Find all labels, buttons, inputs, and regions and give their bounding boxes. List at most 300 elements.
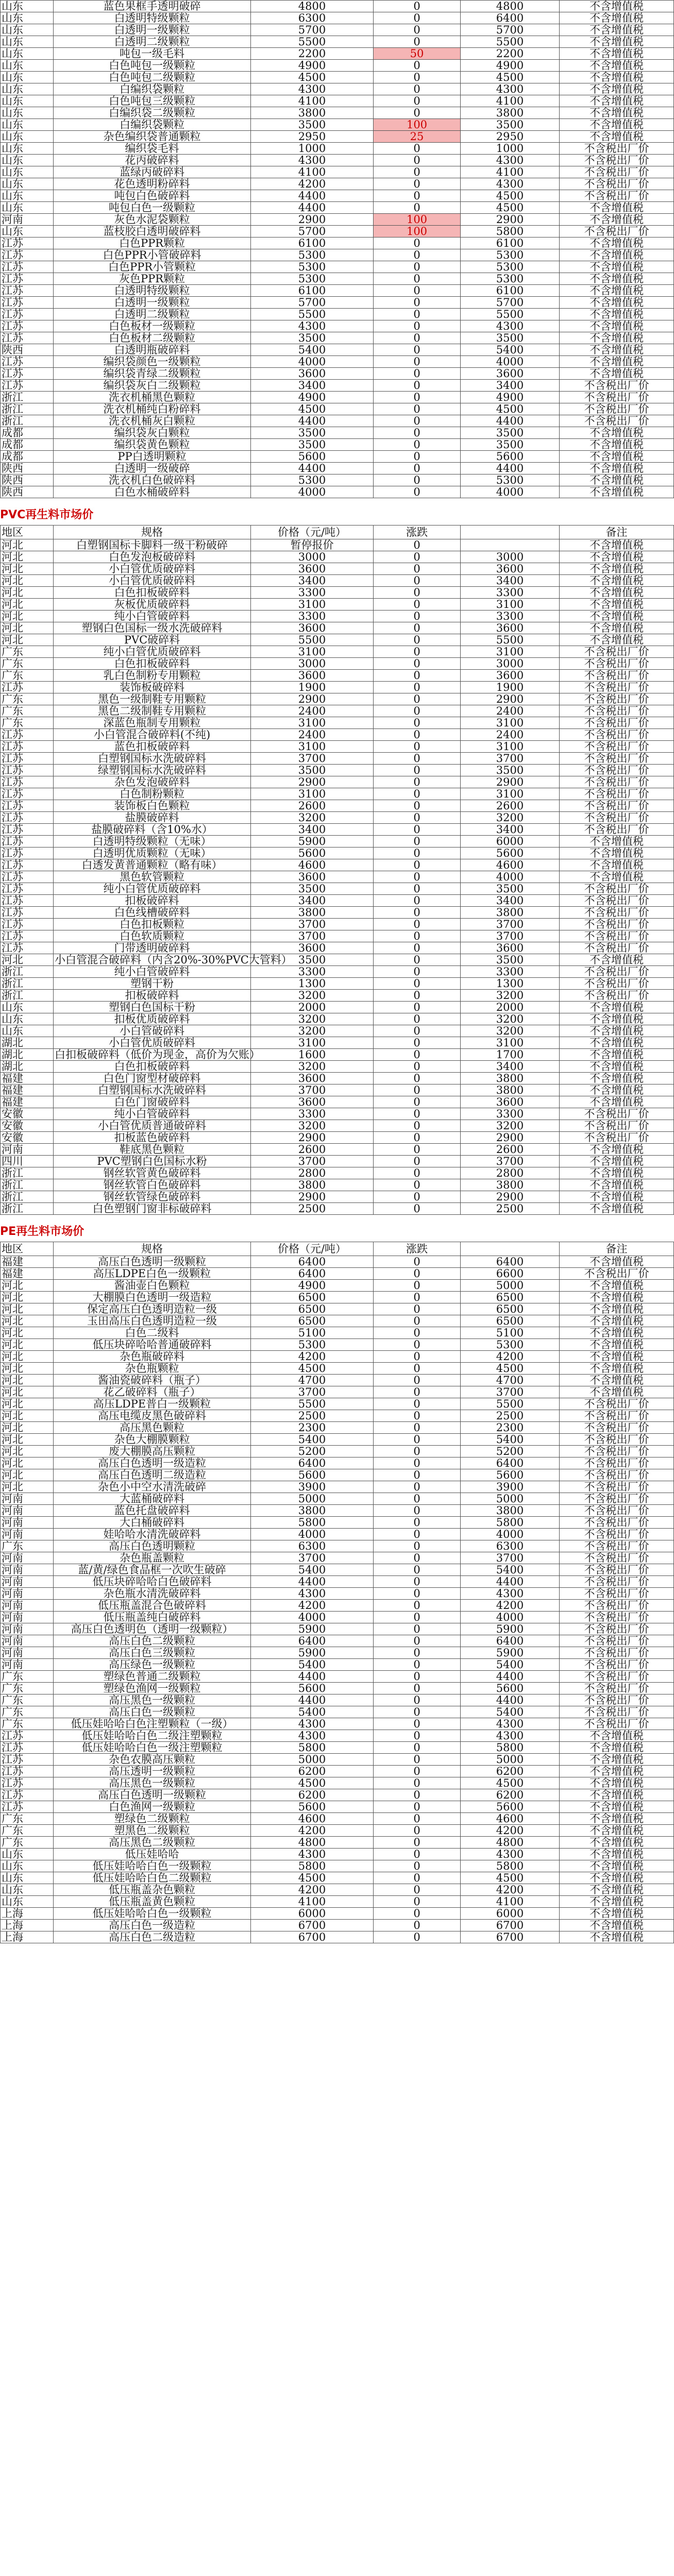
low-price-cell: 5400 [461,1659,560,1671]
spec-cell: 塑钢干粉 [54,978,251,990]
change-cell: 0 [374,824,461,836]
price-cell: 5800 [251,1860,374,1872]
spec-cell: 高压白色二级颗粒 [54,1635,251,1647]
low-price-cell: 4200 [461,1884,560,1896]
low-price-cell: 5500 [461,36,560,48]
table-row [1,919,674,930]
region-cell: 河北 [1,1458,54,1469]
spec-cell: 白色吨包一级颗粒 [54,60,251,72]
change-cell: 0 [374,1706,461,1718]
spec-cell: 白透明瓶破碎料 [54,344,251,356]
low-price-cell: 4500 [461,190,560,202]
low-price-cell: 4100 [461,1896,560,1908]
price-cell: 4300 [251,155,374,166]
change-cell: 0 [374,1410,461,1422]
change-cell: 0 [374,1789,461,1801]
spec-cell: 编织袋灰白二级颗粒 [54,380,251,392]
low-price-cell: 3400 [461,1061,560,1073]
region-cell: 广东 [1,705,54,717]
region-cell: 福建 [1,1096,54,1108]
table-row [1,415,674,427]
low-price-cell: 3200 [461,1120,560,1132]
spec-cell: 白透明二级颗粒 [54,309,251,320]
table-row [1,871,674,883]
change-cell: 0 [374,1872,461,1884]
table-row [1,765,674,776]
change-cell: 0 [374,765,461,776]
region-cell: 江苏 [1,238,54,249]
change-cell: 0 [374,1529,461,1540]
table-row [1,1540,674,1552]
low-price-cell: 4400 [461,1694,560,1706]
table-row [1,658,674,670]
region-cell: 江苏 [1,249,54,261]
table-row [1,930,674,942]
note-cell: 不含税出厂价 [560,705,674,717]
region-cell: 广东 [1,693,54,705]
region-cell: 河北 [1,1339,54,1351]
region-cell: 河北 [1,1386,54,1398]
header-low-price-cell [461,1242,560,1256]
change-cell: 0 [374,309,461,320]
table-row [1,907,674,919]
table-row [1,1612,674,1623]
region-cell: 陕西 [1,474,54,486]
note-cell: 不含税出厂价 [560,942,674,954]
change-cell: 0 [374,1517,461,1529]
low-price-cell: 5500 [461,1398,560,1410]
change-cell: 0 [374,178,461,190]
change-cell: 0 [374,1351,461,1363]
note-cell: 不含增值税 [560,1375,674,1386]
note-cell: 不含税出厂价 [560,190,674,202]
note-cell: 不含增值税 [560,1849,674,1860]
table-row [1,848,674,859]
region-cell: 江苏 [1,930,54,942]
table-row [1,1398,674,1410]
table-row [1,1623,674,1635]
low-price-cell: 5300 [461,1339,560,1351]
price-cell: 4200 [251,1351,374,1363]
change-cell: 0 [374,1061,461,1073]
region-cell: 河北 [1,1303,54,1315]
spec-cell: 白编织袋二级颗粒 [54,107,251,119]
change-cell: 0 [374,332,461,344]
change-cell: 0 [374,1446,461,1458]
table-row [1,1363,674,1375]
note-cell: 不含增值税 [560,261,674,273]
change-cell: 0 [374,954,461,966]
note-cell: 不含税出厂价 [560,930,674,942]
note-cell: 不含增值税 [560,95,674,107]
price-cell: 3700 [251,1156,374,1167]
price-cell: 2200 [251,48,374,60]
region-cell: 江苏 [1,332,54,344]
price-cell: 6400 [251,1268,374,1280]
change-cell: 0 [374,36,461,48]
change-cell: 0 [374,622,461,634]
note-cell: 不含税出厂价 [560,1481,674,1493]
note-cell: 不含税出厂价 [560,155,674,166]
table-row [1,1754,674,1766]
price-cell: 4400 [251,1671,374,1683]
region-cell: 河北 [1,1351,54,1363]
low-price-cell: 5600 [461,1683,560,1694]
price-cell: 3400 [251,380,374,392]
low-price-cell: 3500 [461,332,560,344]
region-cell: 江苏 [1,309,54,320]
note-cell: 不含增值税 [560,83,674,95]
note-cell: 不含税出厂价 [560,143,674,155]
table-row [1,978,674,990]
price-cell: 4800 [251,1,374,12]
spec-cell: 高压白色透明色（透明一级颗粒） [54,1623,251,1635]
note-cell: 不含增值税 [560,36,674,48]
table-row [1,36,674,48]
table-row [1,1002,674,1013]
spec-cell: 白色PPR小管颗粒 [54,261,251,273]
note-cell: 不含税出厂价 [560,1493,674,1505]
table-row [1,451,674,463]
price-cell: 5400 [251,1564,374,1576]
change-cell: 0 [374,1659,461,1671]
spec-cell: 保定高压白色透明造粒一级 [54,1303,251,1315]
spec-cell: 白色制粉颗粒 [54,788,251,800]
region-cell: 浙江 [1,978,54,990]
low-price-cell: 5000 [461,1280,560,1292]
change-cell: 0 [374,1718,461,1730]
price-cell: 5700 [251,297,374,309]
price-cell: 2600 [251,1144,374,1156]
spec-cell: 大白桶破碎料 [54,1517,251,1529]
low-price-cell: 5800 [461,1517,560,1529]
note-cell: 不含增值税 [560,202,674,214]
note-cell: 不含税出厂价 [560,919,674,930]
change-cell: 0 [374,836,461,848]
change-cell: 0 [374,1,461,12]
region-cell: 江苏 [1,1777,54,1789]
price-cell: 4900 [251,392,374,403]
pe-price-table [0,1242,674,1943]
price-cell: 6700 [251,1931,374,1943]
region-cell: 河北 [1,622,54,634]
spec-cell: 杂色瓶破碎料 [54,1351,251,1363]
spec-cell: 深蓝色瓶制专用颗粒 [54,717,251,729]
low-price-cell: 2300 [461,1422,560,1434]
low-price-cell: 5700 [461,24,560,36]
spec-cell: 灰色水泥袋颗粒 [54,214,251,226]
price-cell: 3200 [251,990,374,1002]
table-row [1,48,674,60]
table-row [1,836,674,848]
change-cell: 0 [374,380,461,392]
table-row [1,753,674,765]
change-cell: 0 [374,344,461,356]
spec-cell: 白色扣板破碎料 [54,587,251,599]
low-price-cell: 4300 [461,320,560,332]
change-cell: 0 [374,539,461,551]
table-row [1,1564,674,1576]
region-cell: 上海 [1,1908,54,1920]
low-price-cell: 3300 [461,1108,560,1120]
spec-cell: 低压瓶盖混合色破碎料 [54,1600,251,1612]
region-cell: 河南 [1,1647,54,1659]
table-row [1,1108,674,1120]
spec-cell: 扣板蓝色破碎料 [54,1132,251,1144]
spec-cell: 纯小白管优质破碎料 [54,883,251,895]
note-cell: 不含增值税 [560,1084,674,1096]
low-price-cell: 3500 [461,427,560,439]
change-cell: 0 [374,1073,461,1084]
change-cell: 0 [374,1144,461,1156]
low-price-cell: 6500 [461,1292,560,1303]
note-cell: 不含增值税 [560,1,674,12]
change-cell: 0 [374,563,461,575]
change-cell: 0 [374,1167,461,1179]
spec-cell: 花丙破碎料 [54,155,251,166]
region-cell: 山东 [1,178,54,190]
note-cell: 不含增值税 [560,72,674,83]
price-cell: 5400 [251,344,374,356]
spec-cell: 高压黑色颗粒 [54,1422,251,1434]
change-cell: 0 [374,1754,461,1766]
spec-cell: 玉田高压白色透明造粒一级 [54,1315,251,1327]
price-cell: 3000 [251,551,374,563]
region-cell: 福建 [1,1073,54,1084]
price-cell: 2950 [251,131,374,143]
change-cell: 0 [374,1292,461,1303]
note-cell: 不含增值税 [560,1167,674,1179]
table-row [1,356,674,368]
region-cell: 江苏 [1,682,54,693]
price-cell: 3600 [251,670,374,682]
price-cell: 3600 [251,871,374,883]
table-row [1,190,674,202]
region-cell: 山东 [1,1896,54,1908]
spec-cell: 高压白色一级颗粒 [54,1706,251,1718]
price-cell: 4100 [251,95,374,107]
region-cell: 山东 [1,1860,54,1872]
price-cell: 4100 [251,166,374,178]
low-price-cell: 5800 [461,1742,560,1754]
table-row [1,1766,674,1777]
table-row [1,622,674,634]
price-cell: 6300 [251,12,374,24]
low-price-cell: 4300 [461,1730,560,1742]
change-cell: 0 [374,871,461,883]
change-cell: 0 [374,403,461,415]
table-row [1,1469,674,1481]
note-cell: 不含增值税 [560,107,674,119]
spec-cell: 高压电缆皮黑色破碎料 [54,1410,251,1422]
region-cell: 江苏 [1,776,54,788]
spec-cell: 编织袋颜色一级颗粒 [54,356,251,368]
low-price-cell: 5400 [461,1564,560,1576]
low-price-cell: 5900 [461,1647,560,1659]
change-cell: 0 [374,1398,461,1410]
low-price-cell: 6400 [461,1635,560,1647]
note-cell: 不含税出厂价 [560,1694,674,1706]
region-cell: 河南 [1,1505,54,1517]
price-cell: 5400 [251,1659,374,1671]
region-cell: 安徽 [1,1120,54,1132]
region-cell: 河北 [1,599,54,611]
low-price-cell: 6500 [461,1315,560,1327]
spec-cell: 塑钢白色国标一级水洗破碎料 [54,622,251,634]
change-cell: 0 [374,1120,461,1132]
table-row [1,1,674,12]
region-cell: 浙江 [1,403,54,415]
table-row [1,1280,674,1292]
note-cell: 不含增值税 [560,474,674,486]
spec-cell: 小白管优质普通破碎料 [54,1120,251,1132]
note-cell: 不含增值税 [560,1884,674,1896]
table-row [1,1825,674,1837]
spec-cell: 塑黑色二级颗粒 [54,1825,251,1837]
table-row [1,1096,674,1108]
note-cell: 不含税出厂价 [560,907,674,919]
note-cell: 不含增值税 [560,1156,674,1167]
note-cell: 不含税出厂价 [560,1529,674,1540]
change-cell: 0 [374,368,461,380]
change-cell: 0 [374,1588,461,1600]
spec-cell: 盐膜破碎料 [54,812,251,824]
note-cell: 不含增值税 [560,1037,674,1049]
low-price-cell: 2900 [461,214,560,226]
change-cell: 0 [374,611,461,622]
change-cell: 0 [374,1931,461,1943]
price-cell: 5400 [251,1434,374,1446]
table-row [1,403,674,415]
table-row [1,166,674,178]
price-cell: 2400 [251,705,374,717]
region-cell: 江苏 [1,1766,54,1777]
change-cell: 0 [374,1386,461,1398]
region-cell: 河南 [1,1623,54,1635]
table-row [1,1351,674,1363]
low-price-cell: 3300 [461,966,560,978]
table-row [1,143,674,155]
low-price-cell: 2400 [461,729,560,741]
region-cell: 广东 [1,670,54,682]
table-row [1,611,674,622]
price-cell: 6500 [251,1292,374,1303]
low-price-cell: 3100 [461,646,560,658]
region-cell: 广东 [1,1706,54,1718]
region-cell: 上海 [1,1920,54,1931]
note-cell: 不含税出厂价 [560,990,674,1002]
low-price-cell: 3200 [461,1013,560,1025]
note-cell: 不含税出厂价 [560,1268,674,1280]
low-price-cell: 6700 [461,1931,560,1943]
low-price-cell: 2900 [461,693,560,705]
low-price-cell: 6400 [461,1458,560,1469]
change-cell: 0 [374,1084,461,1096]
note-cell: 不含税出厂价 [560,670,674,682]
price-cell: 5700 [251,226,374,238]
region-cell: 江苏 [1,273,54,285]
price-cell: 3700 [251,1084,374,1096]
low-price-cell: 4400 [461,1671,560,1683]
spec-cell: 高压绿色一级颗粒 [54,1659,251,1671]
change-cell: 0 [374,587,461,599]
table-row [1,380,674,392]
spec-cell: 低压娃哈哈白色注塑颗粒（一级） [54,1718,251,1730]
price-cell: 5600 [251,848,374,859]
change-cell: 0 [374,1849,461,1860]
note-cell: 不含增值税 [560,871,674,883]
note-cell: 不含税出厂价 [560,776,674,788]
region-cell: 江苏 [1,1754,54,1766]
price-cell: 2500 [251,1410,374,1422]
price-cell: 4300 [251,83,374,95]
region-cell: 河北 [1,1434,54,1446]
low-price-cell: 3200 [461,812,560,824]
table-row [1,1801,674,1813]
price-cell: 3400 [251,575,374,587]
table-row [1,729,674,741]
region-cell: 山东 [1,202,54,214]
region-cell: 江苏 [1,285,54,297]
change-cell: 0 [374,1339,461,1351]
spec-cell: 灰板优质破碎料 [54,599,251,611]
table-row [1,1315,674,1327]
spec-cell: 纯小白管破碎料 [54,1108,251,1120]
price-cell: 4400 [251,415,374,427]
price-cell: 4900 [251,1280,374,1292]
header-low-price-cell [461,526,560,539]
price-cell: 3200 [251,1120,374,1132]
table-header-row [1,526,674,539]
low-price-cell: 5600 [461,451,560,463]
note-cell: 不含税出厂价 [560,1706,674,1718]
note-cell: 不含增值税 [560,1073,674,1084]
low-price-cell: 3400 [461,380,560,392]
table-row [1,273,674,285]
region-cell: 山东 [1,190,54,202]
change-cell: 0 [374,859,461,871]
price-cell: 3100 [251,599,374,611]
note-cell: 不含增值税 [560,1363,674,1375]
note-cell: 不含增值税 [560,1860,674,1872]
low-price-cell: 4900 [461,60,560,72]
price-cell: 6400 [251,1256,374,1268]
low-price-cell: 5900 [461,1623,560,1635]
low-price-cell: 3600 [461,1096,560,1108]
spec-cell: 白塑钢国标卡脚料一级干粉破碎 [54,539,251,551]
low-price-cell: 3700 [461,1156,560,1167]
change-cell: 0 [374,800,461,812]
change-cell: 0 [374,729,461,741]
table-row [1,439,674,451]
change-cell: 0 [374,83,461,95]
spec-cell: 高压白色透明一级颗粒 [54,1256,251,1268]
change-cell: 0 [374,1458,461,1469]
low-price-cell: 4500 [461,403,560,415]
low-price-cell: 3500 [461,883,560,895]
table-row [1,1706,674,1718]
region-cell: 河南 [1,1564,54,1576]
table-row [1,214,674,226]
change-cell: 0 [374,930,461,942]
note-cell: 不含增值税 [560,1742,674,1754]
change-cell: 0 [374,463,461,474]
header-spec-cell: 规格 [54,1242,251,1256]
change-cell: 0 [374,1327,461,1339]
change-cell: 0 [374,1049,461,1061]
table-row [1,1671,674,1683]
price-cell: 6500 [251,1303,374,1315]
